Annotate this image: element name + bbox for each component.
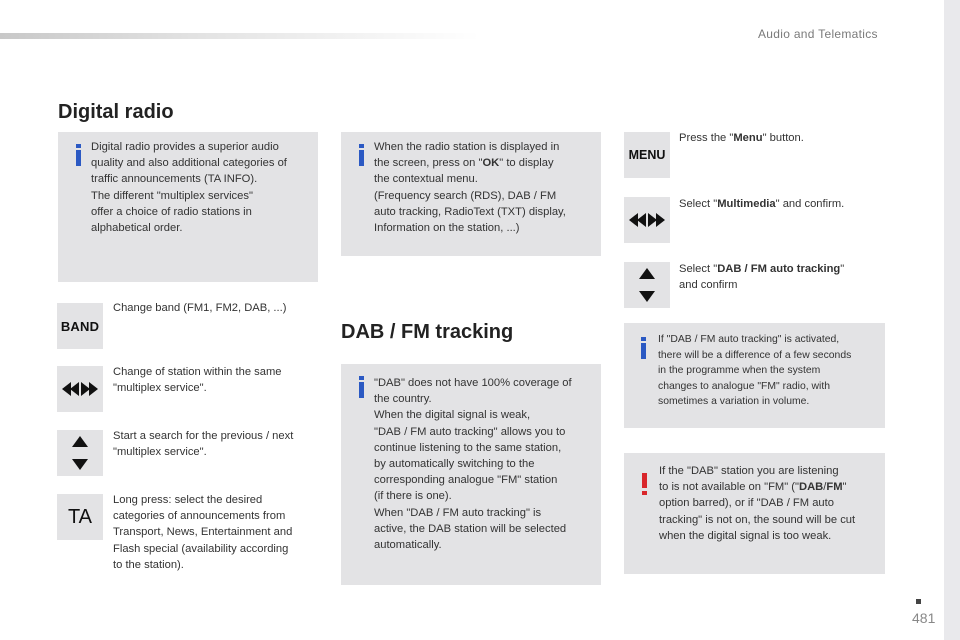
text-run: the screen, press on " xyxy=(374,157,483,170)
info-line: When the digital signal is weak, xyxy=(374,409,531,422)
info-line: The different "multiplex services" xyxy=(91,189,253,202)
band-button-icon xyxy=(57,303,103,349)
menu-key-text: Menu xyxy=(733,132,763,144)
section-header: Audio and Telematics xyxy=(758,27,878,41)
item-line: Change band (FM1, FM2, DAB, ...) xyxy=(113,302,287,314)
info-icon xyxy=(357,376,366,398)
info-line: corresponding analogue "FM" station xyxy=(374,474,558,487)
item-line: Change of station within the same xyxy=(113,366,282,378)
page-edge-strip xyxy=(944,0,960,640)
info-line: Digital radio provides a superior audio xyxy=(91,141,279,153)
step-press-menu xyxy=(679,130,929,146)
info-line: the country. xyxy=(374,393,432,406)
item-line: "multiplex service". xyxy=(113,446,207,459)
up-down-arrows-icon xyxy=(57,430,103,476)
warning-line: when the digital signal is too weak. xyxy=(659,529,832,542)
info-line: the contextual menu. xyxy=(374,173,478,186)
item-line: "multiplex service". xyxy=(113,382,207,395)
warning-line: If the "DAB" station you are listening xyxy=(659,465,839,477)
info-line: offer a choice of radio stations in xyxy=(91,205,252,218)
info-line: automatically. xyxy=(374,539,442,552)
info-line: If "DAB / FM auto tracking" is activated, xyxy=(658,334,840,345)
text-run: Select " xyxy=(679,198,718,210)
text-run: " to display xyxy=(499,157,554,170)
info-line xyxy=(374,155,598,171)
info-line: continue listening to the same station, xyxy=(374,441,562,454)
text-run: " xyxy=(842,481,847,494)
ok-info-text xyxy=(374,139,598,236)
menu-key-label: MENU xyxy=(628,148,666,162)
page-number: 481 xyxy=(912,610,936,626)
info-icon xyxy=(639,337,648,359)
seek-description xyxy=(113,364,323,396)
dab-coverage-text xyxy=(374,375,598,553)
warning-text xyxy=(659,463,884,544)
info-line: sometimes a variation in volume. xyxy=(658,396,810,408)
info-line: "DAB" does not have 100% coverage of xyxy=(374,377,572,389)
step-select-multimedia xyxy=(679,196,929,212)
warning-line: tracking" is not on, the sound will be cut xyxy=(659,513,856,526)
warning-line xyxy=(659,479,884,495)
seek-left-right-icon xyxy=(624,197,670,243)
dab-fm-tracking-title: DAB / FM tracking xyxy=(341,321,514,343)
tracking-info-text xyxy=(658,332,883,410)
multimedia-text: Multimedia xyxy=(717,198,776,210)
info-line: When the radio station is displayed in xyxy=(374,141,560,153)
item-line: categories of announcements from xyxy=(113,510,286,523)
page-marker xyxy=(916,599,921,604)
step-line: and confirm xyxy=(679,279,738,292)
up-down-arrows-icon xyxy=(624,262,670,308)
info-line: changes to analogue "FM" radio, with xyxy=(658,380,830,392)
ta-description xyxy=(113,492,323,573)
info-line: (if there is one). xyxy=(374,490,452,503)
item-line: Flash special (availability according xyxy=(113,542,289,555)
item-line: Transport, News, Entertainment and xyxy=(113,526,293,539)
dab-coverage-info-box xyxy=(341,364,601,585)
band-key-label: BAND xyxy=(60,318,100,334)
step-line xyxy=(679,261,929,277)
up-down-icon xyxy=(639,268,655,302)
ta-button-icon xyxy=(57,494,103,540)
warning-icon xyxy=(640,473,649,495)
tracking-info-box xyxy=(624,323,885,428)
info-line: (Frequency search (RDS), DAB / FM xyxy=(374,189,557,202)
ok-info-box xyxy=(341,132,601,256)
step-select-dab-fm xyxy=(679,261,929,293)
seek-arrows-icon xyxy=(629,212,665,228)
item-line: Start a search for the previous / next xyxy=(113,430,294,442)
info-line: by automatically switching to the xyxy=(374,458,535,471)
info-line: in the programme when the system xyxy=(658,365,821,377)
text-run: Select " xyxy=(679,263,718,275)
info-icon xyxy=(357,144,366,166)
info-line: "DAB / FM auto tracking" allows you to xyxy=(374,425,566,438)
text-run: " xyxy=(840,263,845,275)
item-line: to the station). xyxy=(113,558,184,571)
info-line: auto tracking, RadioText (TXT) display, xyxy=(374,205,566,218)
seek-left-right-icon xyxy=(57,366,103,412)
info-line: there will be a difference of a few seconds xyxy=(658,349,852,361)
digital-radio-title: Digital radio xyxy=(58,101,174,123)
text-run: / xyxy=(823,481,827,494)
seek-arrows-icon xyxy=(62,381,98,397)
info-line: When "DAB / FM auto tracking" is xyxy=(374,506,542,519)
info-line: active, the DAB station will be selected xyxy=(374,522,567,535)
search-description xyxy=(113,428,323,460)
digital-radio-info-text xyxy=(91,139,317,236)
text-run: " button. xyxy=(762,132,804,144)
info-line: Information on the station, ...) xyxy=(374,222,520,235)
warning-box xyxy=(624,453,885,574)
header-rule xyxy=(0,33,480,39)
dab-bold-text: DAB xyxy=(799,481,824,494)
digital-radio-info-box xyxy=(58,132,318,282)
up-down-icon xyxy=(72,436,88,470)
info-icon xyxy=(74,144,83,166)
info-line: traffic announcements (TA INFO). xyxy=(91,173,258,186)
info-line: quality and also additional categories of xyxy=(91,157,287,170)
dab-fm-text: DAB / FM auto tracking xyxy=(717,263,841,275)
menu-button-icon xyxy=(624,132,670,178)
text-run: to is not available on "FM" (" xyxy=(659,481,800,494)
warning-line: option barred), or if "DAB / FM auto xyxy=(659,497,834,510)
ok-key-text: OK xyxy=(482,157,500,170)
fm-bold-text: FM xyxy=(826,481,843,494)
ta-key-label: TA xyxy=(67,505,93,528)
text-run: Press the " xyxy=(679,132,734,144)
text-run: " and confirm. xyxy=(775,198,845,210)
band-description xyxy=(113,300,323,316)
item-line: Long press: select the desired xyxy=(113,494,263,506)
info-line: alphabetical order. xyxy=(91,222,183,235)
